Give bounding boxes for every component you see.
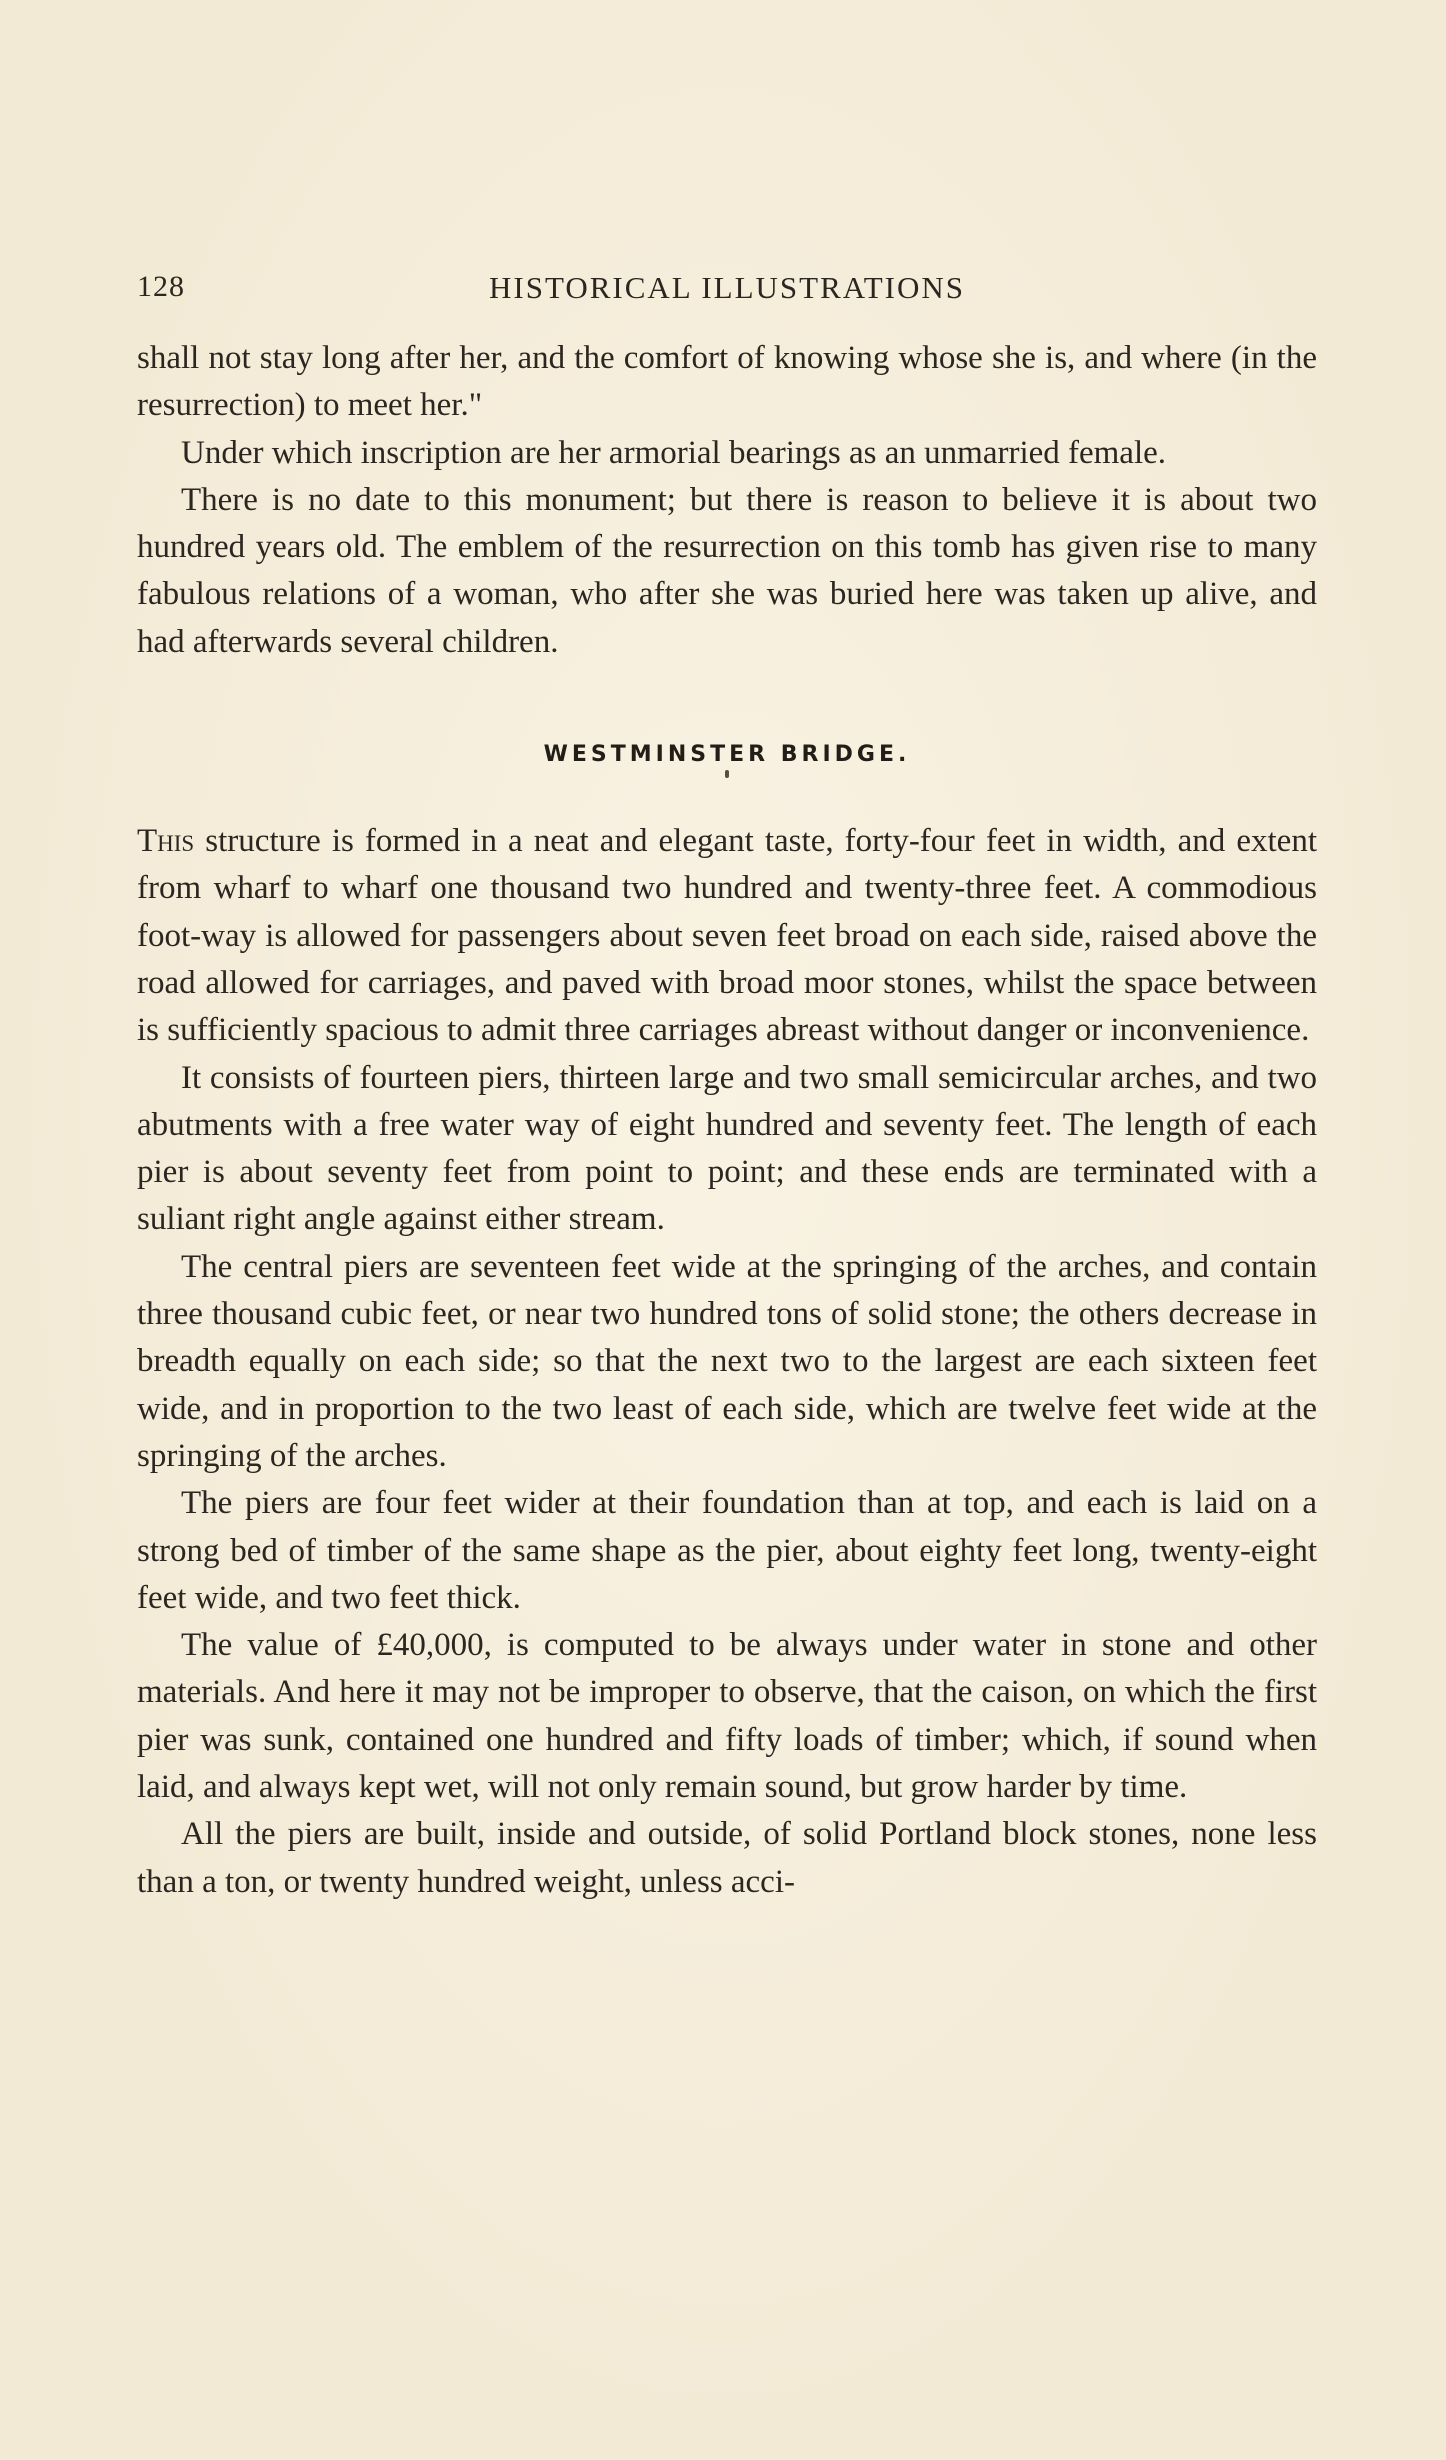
page-header [137, 270, 1317, 310]
paragraph-portland-stone: All the piers are built, inside and outside, of solid Portland block stones, none less than a ton, or twenty hundred weight, unless acci- [137, 1816, 1317, 1900]
opening-paragraph-text: structure is formed in a neat and elegant taste, forty-four feet in width, and extent from wharf to wharf one thousand two hundred and twenty-three feet. A commodious foot-way is allowed for passengers about seven feet broad on each side, raised above the road allowed for carriages, and paved with broad moor stones, whilst the space between is sufficiently spacious to admit three carriages abreast without danger or inconvenience. [137, 823, 1317, 1049]
opening-word: This [137, 823, 195, 860]
paragraph-armorial: Under which inscription are her armorial bearings as an unmarried female. [181, 434, 1167, 471]
paragraph-central-piers: The central piers are seventeen feet wide at the springing of the arches, and contain three thousand cubic feet, or near two hundred tons of solid stone; the others decrease in breadth equally on each side; so that the next two to the largest are each sixteen feet wide, and in proportion to the two least of each side, which are twelve feet wide at the springing of the arches. [137, 1248, 1317, 1474]
paragraph-value: The value of £40,000, is computed to be always under water in stone and other materials. And here it may not be improper to observe, that the caison, on which the first pier was sunk, contained one hundred and fifty loads of timber; which, if sound when laid, and always kept wet, will not only remain sound, but grow harder by time. [137, 1627, 1317, 1806]
title-ornament-dot [725, 770, 729, 778]
paragraph-piers: It consists of fourteen piers, thirteen large and two small semicircular arches, and two abutments with a free water way of eight hundred and seventy feet. The length of each pier is about seventy feet from point to point; and these ends are terminated with a suliant right angle against either stream. [137, 1059, 1317, 1238]
body-text [137, 335, 1317, 1906]
paragraph-bridge-structure [137, 818, 1317, 1054]
running-head: HISTORICAL ILLUSTRATIONS [489, 270, 965, 305]
page-number: 128 [137, 270, 185, 303]
paragraph-monument-date: There is no date to this monument; but there is reason to believe it is about two hundred years old. The emblem of the resurrection on this tomb has given rise to many fabulous relations of a woman, who after she was buried here was taken up alive, and had afterwards several children. [137, 481, 1317, 660]
paragraph-continuation: shall not stay long after her, and the comfort of knowing whose she is, and where (in the resurrection) to meet her." [137, 340, 1317, 424]
section-title: WESTMINSTER BRIDGE. [543, 742, 911, 768]
paragraph-foundation: The piers are four feet wider at their foundation than at top, and each is laid on a strong bed of timber of the same shape as the pier, about eighty feet long, twenty-eight feet wide, and two feet thick. [137, 1485, 1317, 1616]
